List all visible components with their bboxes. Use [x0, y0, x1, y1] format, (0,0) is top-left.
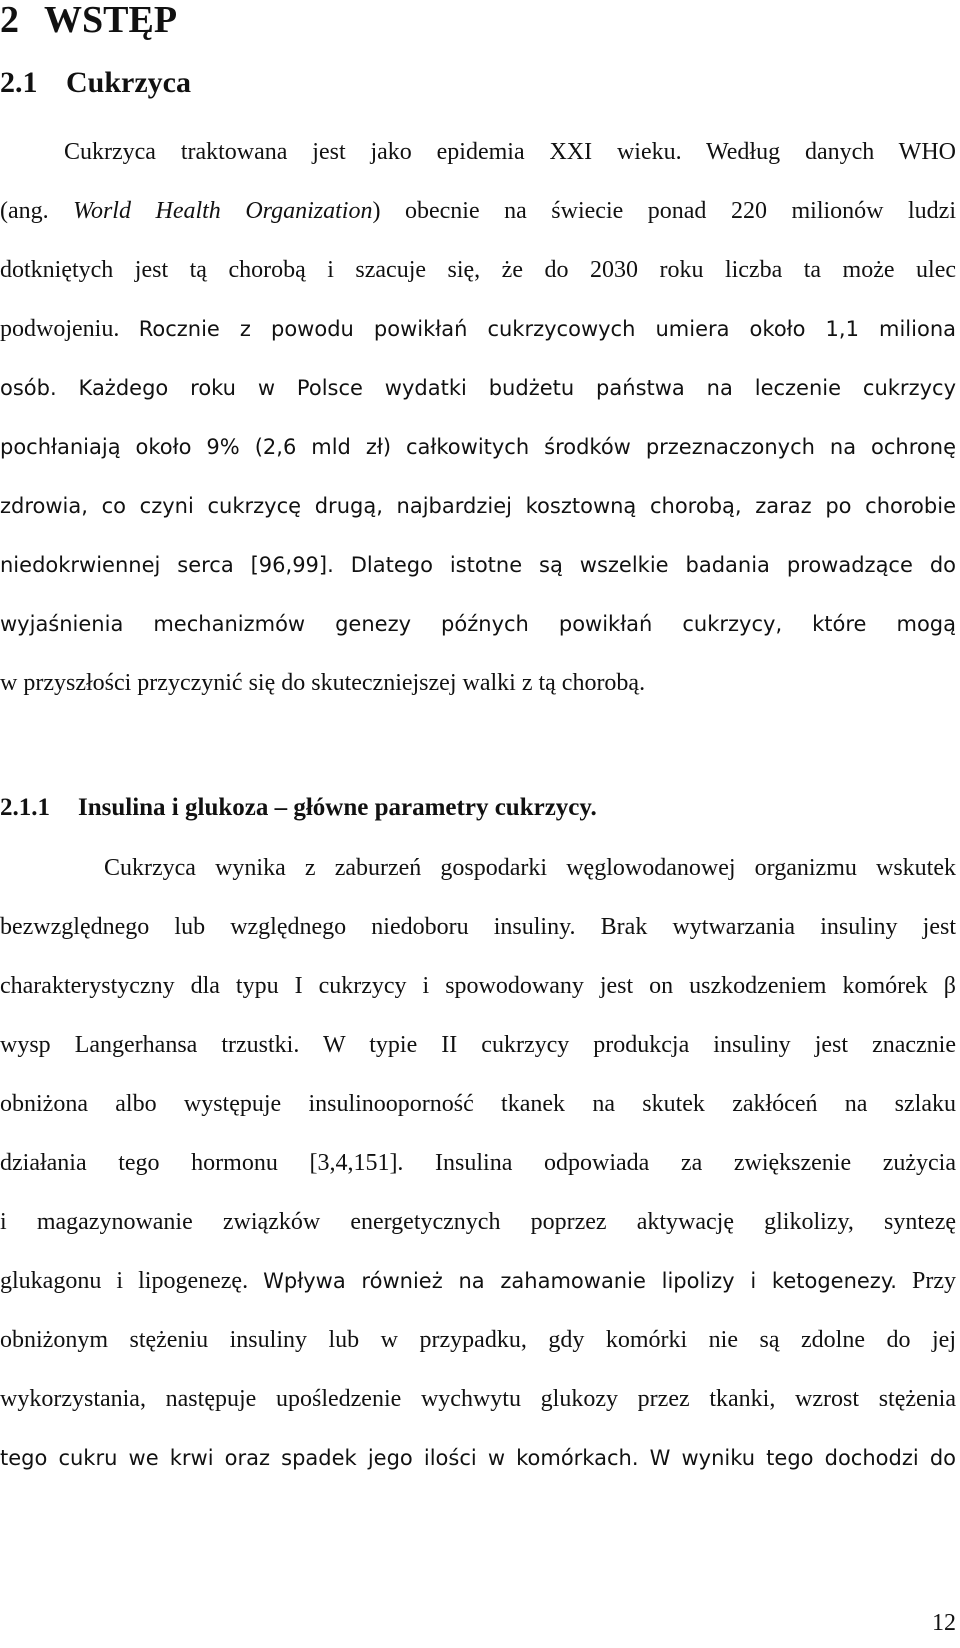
chapter-heading [0, 0, 177, 40]
paragraph-line: niedokrwiennej serca [96,99]. Dlatego istotne są wszelkie badania prowadzące do [0, 553, 956, 577]
paragraph-line: bezwzględnego lub względnego niedoboru insuliny. Brak wytwarzania insuliny jest [0, 914, 956, 940]
section-heading [0, 66, 191, 100]
paragraph-line: obniżona albo występuje insulinooporność tkanek na skutek zakłóceń na szlaku [0, 1091, 956, 1117]
section-title: Cukrzyca [66, 66, 191, 99]
paragraph-line: osób. Każdego roku w Polsce wydatki budżetu państwa na leczenie cukrzycy [0, 376, 956, 400]
italic-term: World Health Organization [73, 198, 373, 224]
paragraph-line: i magazynowanie związków energetycznych poprzez aktywację glikolizy, syntezę [0, 1209, 956, 1235]
paragraph-line: Cukrzyca wynika z zaburzeń gospodarki węglowodanowej organizmu wskutek [104, 855, 956, 881]
page-number: 12 [932, 1610, 956, 1636]
paragraph-line: Cukrzyca traktowana jest jako epidemia XXI wieku. Według danych WHO [64, 139, 956, 165]
chapter-number: 2 [0, 0, 19, 41]
paragraph-line: tego cukru we krwi oraz spadek jego ilości w komórkach. W wyniku tego dochodzi do [0, 1446, 956, 1470]
paragraph-line: dotkniętych jest tą chorobą i szacuje się, że do 2030 roku liczba ta może ulec [0, 257, 956, 283]
paragraph-line: podwojeniu. Rocznie z powodu powikłań cukrzycowych umiera około 1,1 miliona [0, 316, 956, 342]
paragraph-line: wykorzystania, następuje upośledzenie wychwytu glukozy przez tkanki, wzrost stężenia [0, 1386, 956, 1412]
subsection-title: Insulina i glukoza – główne parametry cukrzycy. [78, 794, 597, 821]
paragraph-line: obniżonym stężeniu insuliny lub w przypadku, gdy komórki nie są zdolne do jej [0, 1327, 956, 1353]
paragraph-line: zdrowia, co czyni cukrzycę drugą, najbardziej kosztowną chorobą, zaraz po chorobie [0, 494, 956, 518]
paragraph-line: charakterystyczny dla typu I cukrzycy i spowodowany jest on uszkodzeniem komórek β [0, 973, 956, 999]
section-number: 2.1 [0, 66, 38, 99]
paragraph-line: wysp Langerhansa trzustki. W typie II cukrzycy produkcja insuliny jest znacznie [0, 1032, 956, 1058]
paragraph-line: glukagonu i lipogenezę. Wpływa również na zahamowanie lipolizy i ketogenezy. Przy [0, 1268, 956, 1294]
paragraph-line: działania tego hormonu [3,4,151]. Insulina odpowiada za zwiększenie zużycia [0, 1150, 956, 1176]
paragraph-line: w przyszłości przyczynić się do skuteczniejszej walki z tą chorobą. [0, 670, 646, 696]
paragraph-line: wyjaśnienia mechanizmów genezy późnych powikłań cukrzycy, które mogą [0, 612, 956, 636]
paragraph-line: (ang. World Health Organization) obecnie na świecie ponad 220 milionów ludzi [0, 198, 956, 224]
chapter-title: WSTĘP [44, 0, 178, 41]
paragraph-line: pochłaniają około 9% (2,6 mld zł) całkowitych środków przeznaczonych na ochronę [0, 435, 956, 459]
subsection-number: 2.1.1 [0, 794, 50, 821]
subsection-heading [0, 793, 597, 823]
